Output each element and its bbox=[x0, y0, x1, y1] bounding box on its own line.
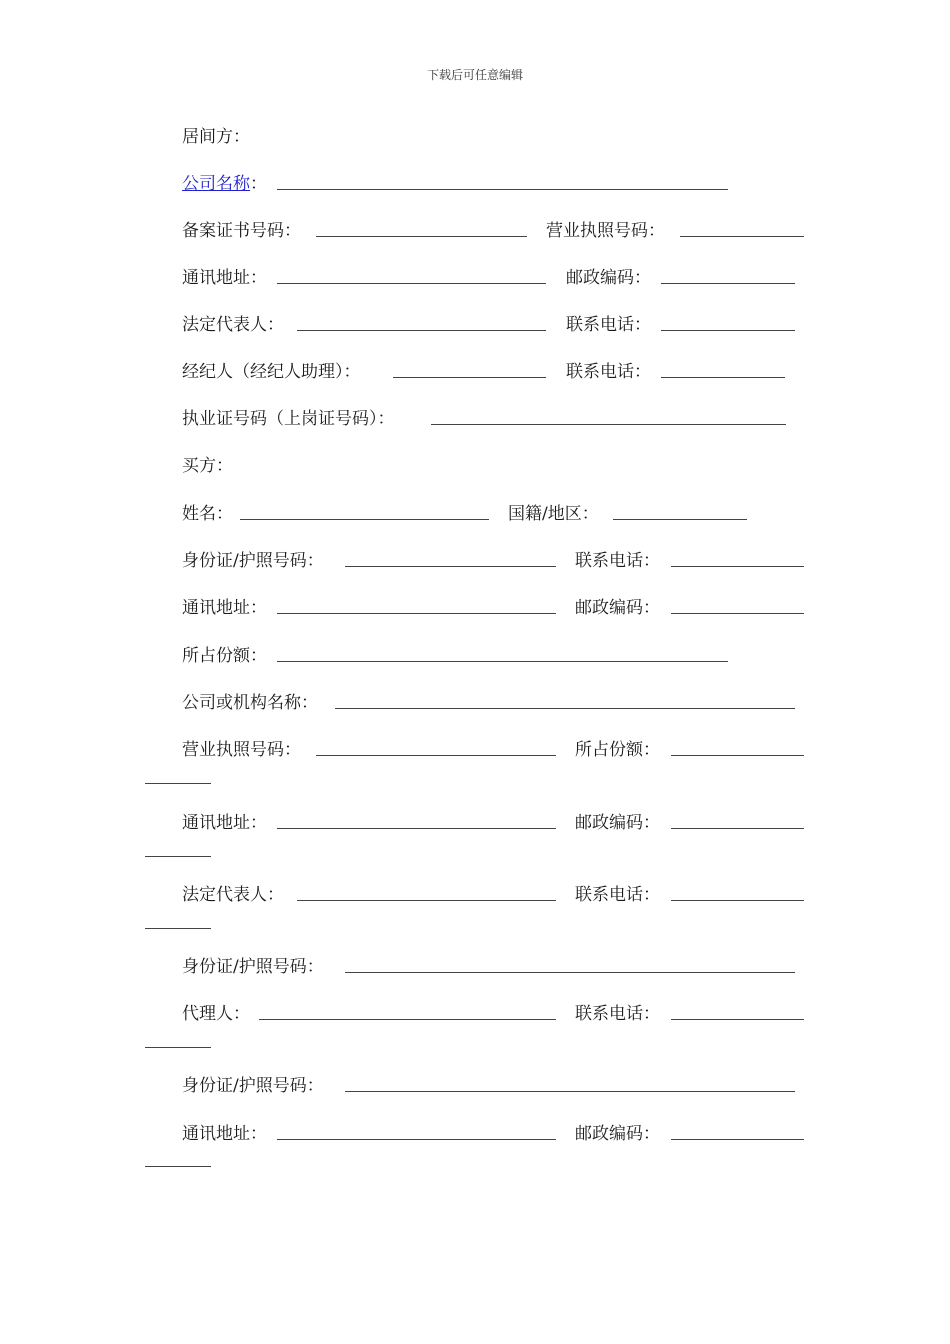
org-license-label: 营业执照号码： bbox=[182, 740, 301, 760]
id-passport-label: 身份证/护照号码： bbox=[182, 551, 324, 571]
legal-rep-id-field[interactable] bbox=[345, 972, 795, 973]
org-name-row bbox=[0, 691, 950, 715]
buyer-legal-rep-row bbox=[0, 883, 950, 907]
org-address-label: 通讯地址： bbox=[182, 813, 267, 833]
phone-label: 联系电话： bbox=[566, 315, 651, 335]
intermediary-heading: 居间方： bbox=[182, 127, 250, 147]
org-postal-label: 邮政编码： bbox=[575, 813, 660, 833]
org-postal-field[interactable] bbox=[671, 828, 804, 829]
proxy-phone-label: 联系电话： bbox=[575, 1004, 660, 1024]
legal-rep-field[interactable] bbox=[297, 330, 546, 331]
buyer-phone-label: 联系电话： bbox=[575, 551, 660, 571]
proxy-label: 代理人： bbox=[182, 1004, 250, 1024]
org-address-row bbox=[0, 811, 950, 835]
address-label: 通讯地址： bbox=[182, 268, 267, 288]
record-cert-label: 备案证书号码： bbox=[182, 221, 301, 241]
company-name-link[interactable]: 公司名称 bbox=[182, 174, 250, 194]
nationality-field[interactable] bbox=[613, 519, 747, 520]
buyer-name-row bbox=[0, 502, 950, 526]
proxy-phone-field[interactable] bbox=[671, 1019, 804, 1020]
buyer-legal-rep-field[interactable] bbox=[297, 900, 556, 901]
org-postal-field-continuation bbox=[145, 856, 211, 857]
company-name-label bbox=[182, 172, 267, 196]
business-license-field[interactable] bbox=[680, 236, 804, 237]
buyer-share-row bbox=[0, 644, 950, 668]
legal-rep-label: 法定代表人： bbox=[182, 315, 284, 335]
buyer-address-row bbox=[0, 596, 950, 620]
company-name-row bbox=[0, 172, 950, 196]
buyer-heading: 买方： bbox=[182, 456, 233, 476]
proxy-id-field[interactable] bbox=[345, 1091, 795, 1092]
company-name-field[interactable] bbox=[277, 189, 728, 190]
business-license-label: 营业执照号码： bbox=[546, 221, 665, 241]
org-name-field[interactable] bbox=[335, 708, 795, 709]
intermediary-address-row bbox=[0, 266, 950, 290]
company-name-colon: ： bbox=[250, 174, 267, 194]
proxy-postal-field[interactable] bbox=[671, 1139, 804, 1140]
practice-cert-label: 执业证号码（上岗证号码）： bbox=[182, 409, 395, 429]
record-cert-field[interactable] bbox=[316, 236, 527, 237]
proxy-postal-label: 邮政编码： bbox=[575, 1124, 660, 1144]
nationality-label: 国籍/地区： bbox=[508, 504, 599, 524]
org-share-field[interactable] bbox=[671, 755, 804, 756]
org-license-field[interactable] bbox=[316, 755, 556, 756]
legal-rep-id-row bbox=[0, 955, 950, 979]
agent-field[interactable] bbox=[393, 377, 546, 378]
buyer-legal-rep-label: 法定代表人： bbox=[182, 885, 284, 905]
buyer-address-field[interactable] bbox=[277, 613, 556, 614]
intermediary-heading-row bbox=[0, 125, 950, 149]
proxy-phone-field-continuation bbox=[145, 1047, 211, 1048]
intermediary-legal-rep-row bbox=[0, 313, 950, 337]
agent-phone-field[interactable] bbox=[661, 377, 785, 378]
share-field[interactable] bbox=[277, 661, 728, 662]
buyer-legal-rep-phone-field[interactable] bbox=[671, 900, 804, 901]
buyer-postal-field[interactable] bbox=[671, 613, 804, 614]
buyer-postal-label: 邮政编码： bbox=[575, 598, 660, 618]
address-field[interactable] bbox=[277, 283, 546, 284]
proxy-address-label: 通讯地址： bbox=[182, 1124, 267, 1144]
practice-cert-row bbox=[0, 407, 950, 431]
agent-row bbox=[0, 360, 950, 384]
agent-label: 经纪人（经纪人助理）： bbox=[182, 362, 361, 382]
postal-code-field[interactable] bbox=[661, 283, 795, 284]
buyer-heading-row bbox=[0, 454, 950, 478]
legal-rep-id-label: 身份证/护照号码： bbox=[182, 957, 324, 977]
name-label: 姓名： bbox=[182, 504, 233, 524]
proxy-id-row bbox=[0, 1074, 950, 1098]
buyer-id-row bbox=[0, 549, 950, 573]
proxy-address-field[interactable] bbox=[277, 1139, 556, 1140]
name-field[interactable] bbox=[240, 519, 489, 520]
org-license-row bbox=[0, 738, 950, 762]
page-header: 下载后可任意编辑 bbox=[426, 68, 523, 82]
proxy-row bbox=[0, 1002, 950, 1026]
org-name-label: 公司或机构名称： bbox=[182, 693, 318, 713]
agent-phone-label: 联系电话： bbox=[566, 362, 651, 382]
buyer-address-label: 通讯地址： bbox=[182, 598, 267, 618]
share-label: 所占份额： bbox=[182, 646, 267, 666]
legal-rep-phone-field-continuation bbox=[145, 928, 211, 929]
practice-cert-field[interactable] bbox=[431, 424, 786, 425]
record-cert-row bbox=[0, 219, 950, 243]
org-share-label: 所占份额： bbox=[575, 740, 660, 760]
proxy-id-label: 身份证/护照号码： bbox=[182, 1076, 324, 1096]
org-share-field-continuation bbox=[145, 783, 211, 784]
phone-field[interactable] bbox=[661, 330, 795, 331]
proxy-postal-field-continuation bbox=[145, 1166, 211, 1167]
postal-code-label: 邮政编码： bbox=[566, 268, 651, 288]
id-passport-field[interactable] bbox=[345, 566, 556, 567]
proxy-field[interactable] bbox=[259, 1019, 556, 1020]
buyer-legal-rep-phone-label: 联系电话： bbox=[575, 885, 660, 905]
buyer-phone-field[interactable] bbox=[671, 566, 804, 567]
org-address-field[interactable] bbox=[277, 828, 556, 829]
proxy-address-row bbox=[0, 1122, 950, 1146]
